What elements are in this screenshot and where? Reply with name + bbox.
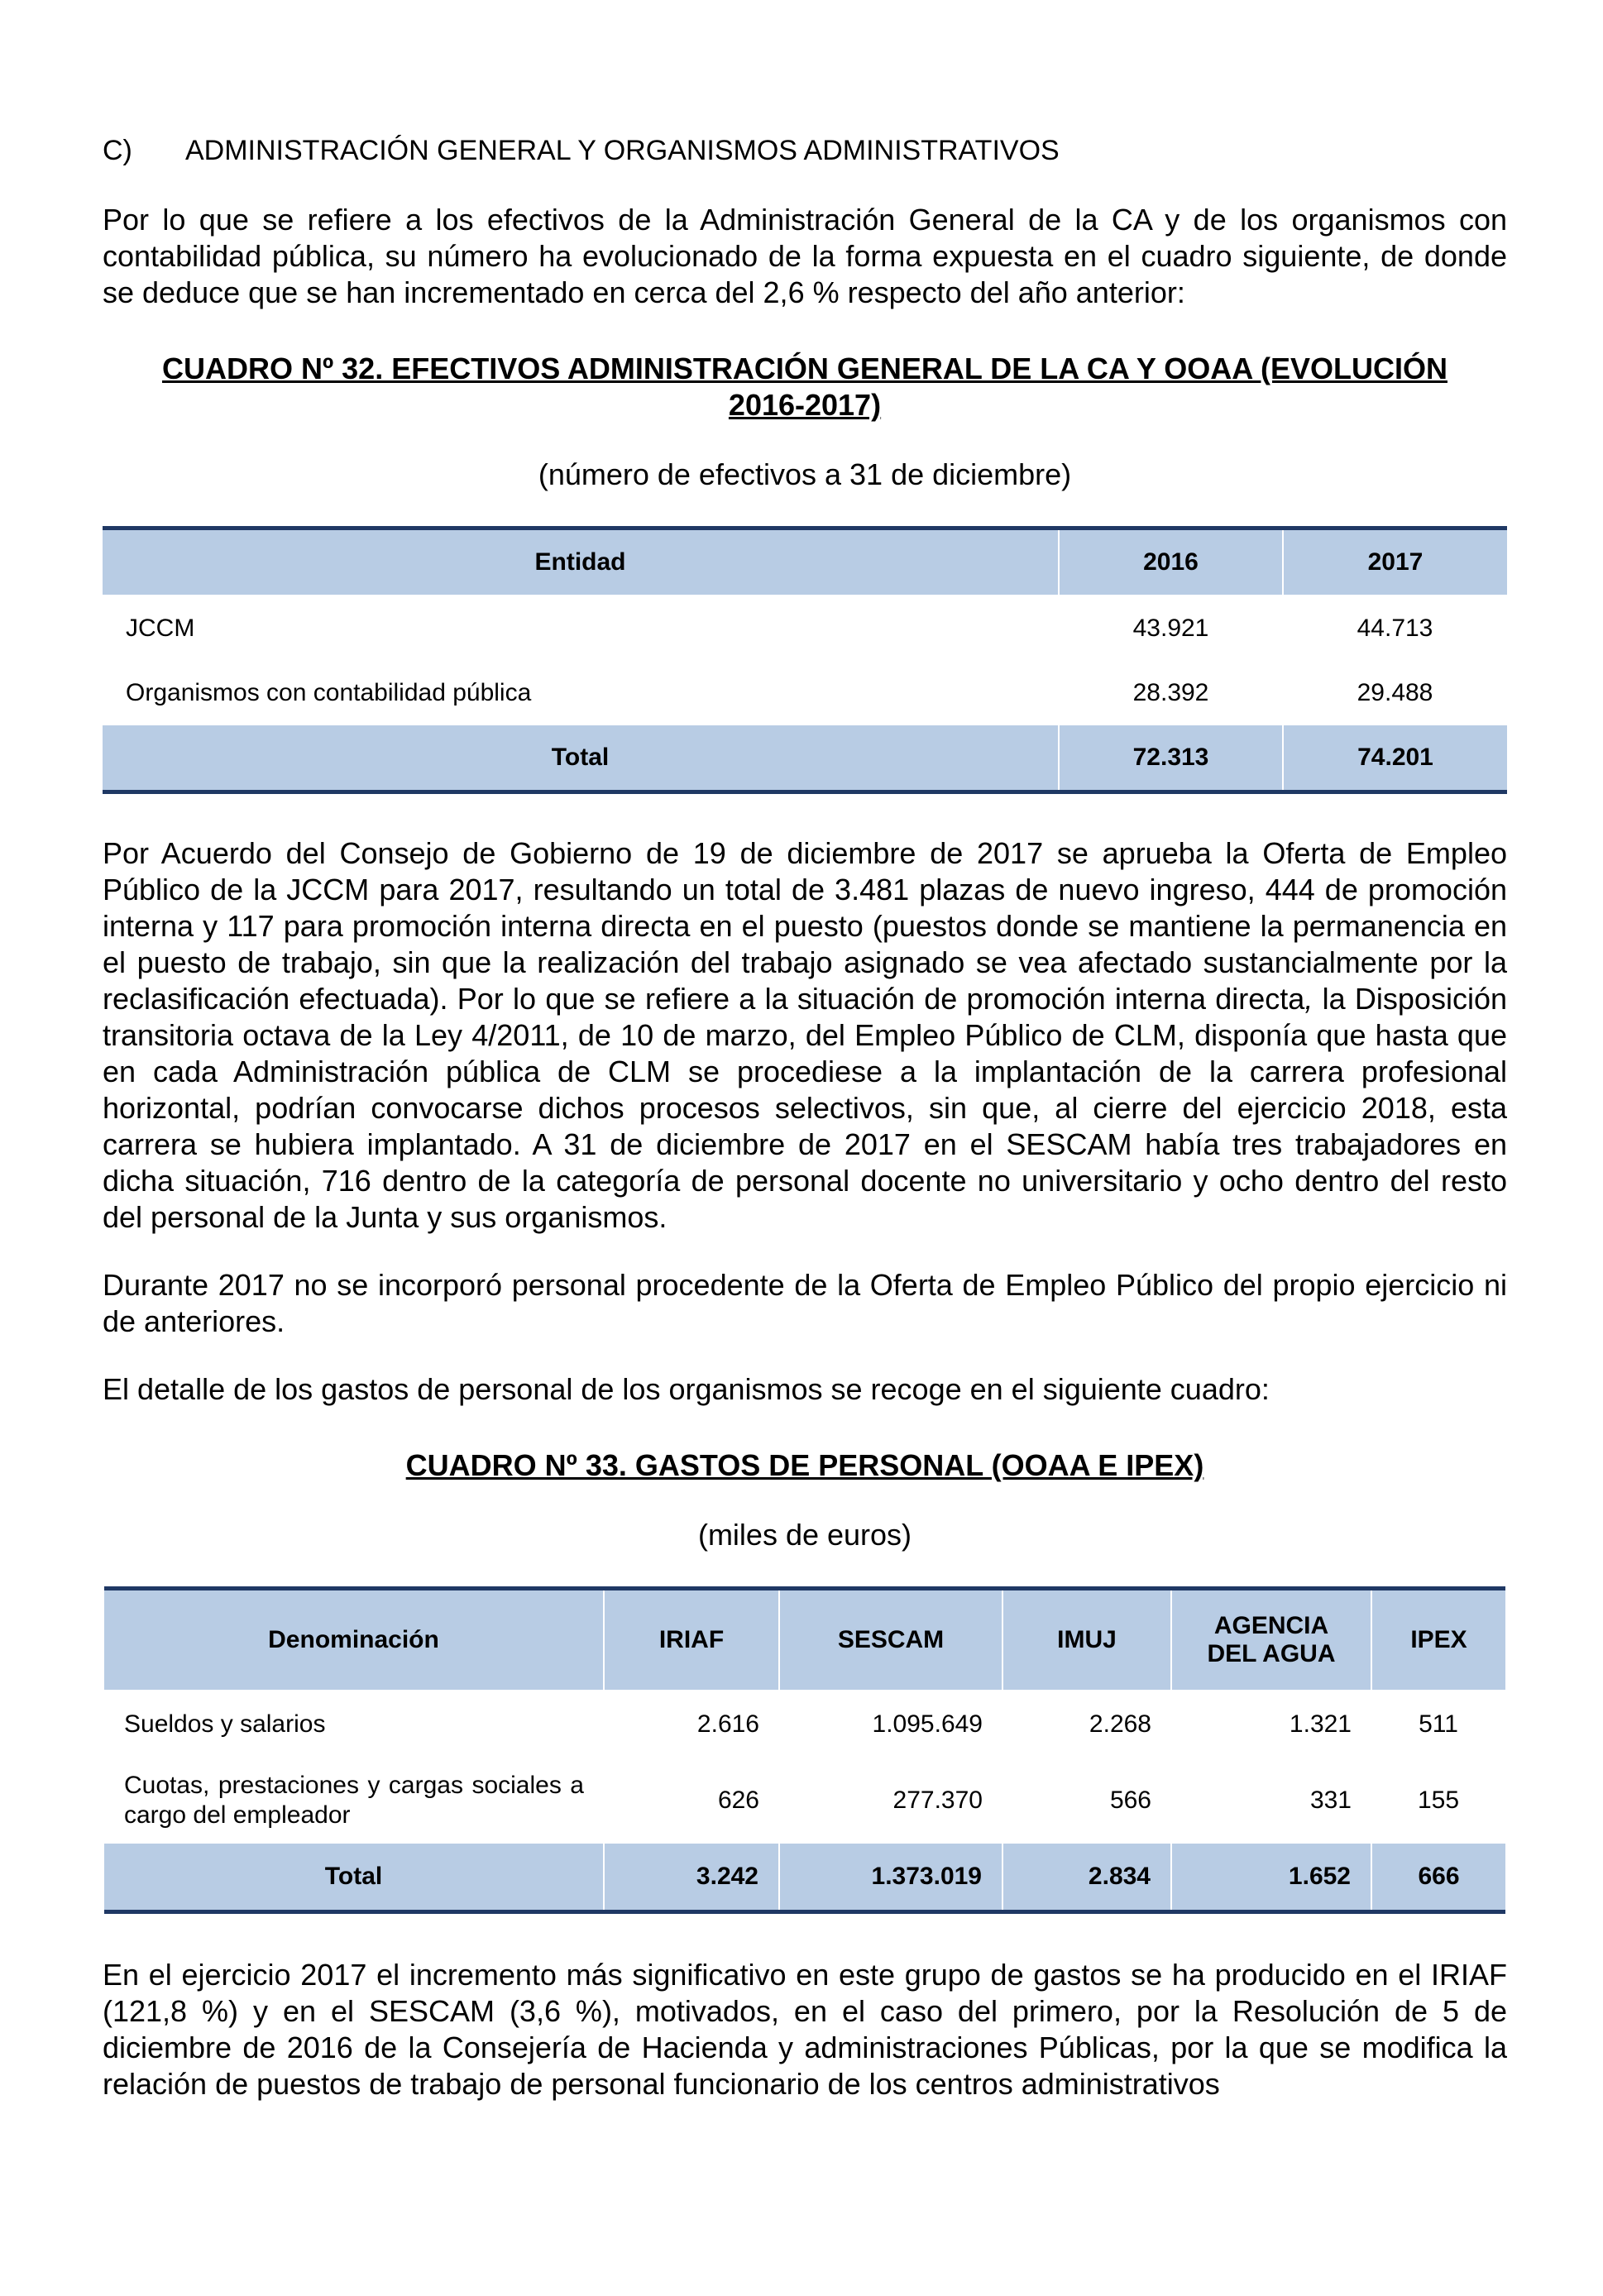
cell-iriaf: 626 [717,1787,759,1814]
header-denominacion: Denominación [104,1589,604,1691]
paragraph-oferta-empleo [103,835,1507,1236]
header-imuj: IMUJ [1002,1589,1171,1691]
paragraph-incorporacion: Durante 2017 no se incorporó personal procedente de la Oferta de Empleo Público del propio ejercicio ni de anteriores. [103,1268,1507,1338]
cell-sescam: 1.095.649 [872,1710,983,1738]
cell-2016: 28.392 [1132,679,1209,706]
cell-agencia: 331 [1309,1787,1352,1814]
header-agencia-line1: AGENCIA [1213,1612,1329,1639]
header-entidad: Entidad [103,529,1059,596]
cell-ipex: 511 [1419,1710,1458,1738]
cell-total-label: Total [103,725,1059,792]
section-heading [103,132,1507,169]
cell-denominacion: Cuotas, prestaciones y cargas sociales a cargo del empleador [124,1772,584,1829]
cuadro-32-title-line1: CUADRO Nº 32. EFECTIVOS ADMINISTRACIÓN GENERAL DE LA CA Y OOAA (EVOLUCIÓN [162,352,1447,385]
cuadro-33-subtitle: (miles de euros) [697,1518,912,1552]
cuadro-32-title-line2: 2016-2017) [728,388,882,422]
cell-agencia: 1.321 [1289,1710,1352,1738]
cuadro-33-table [104,1586,1505,1914]
cell-entidad: JCCM [126,615,195,642]
table-header-row [103,529,1507,596]
cell-total-ipex: 666 [1371,1844,1505,1912]
cell-total-iriaf: 3.242 [604,1844,779,1912]
cell-total-2016: 72.313 [1059,725,1283,792]
section-letter: C) [103,135,132,166]
cell-total-2017: 74.201 [1283,725,1507,792]
cell-total-label: Total [104,1844,604,1912]
cell-total-sescam: 1.373.019 [779,1844,1002,1912]
paragraph-detalle-gastos: El detalle de los gastos de personal de los organismos se recoge en el siguiente cuadro: [103,1372,1270,1406]
cell-denominacion: Sueldos y salarios [124,1710,326,1738]
paragraph-incremento: En el ejercicio 2017 el incremento más significativo en este grupo de gastos se ha producido en el IRIAF (121,8 %) y en el SESCAM (3,6 %), motivados, en el caso del primero, por la Resolución de 5 de diciembre de 2016 de la Consejería de Hacienda y administraciones Públicas, por la que se modifica la relación de puestos de trabajo de personal funcionario de los centros administrativos [103,1958,1507,2101]
header-sescam: SESCAM [779,1589,1002,1691]
italic-comma: , [1304,982,1314,1016]
cuadro-33-title: CUADRO Nº 33. GASTOS DE PERSONAL (OOAA E IPEX) [405,1448,1204,1482]
cell-entidad: Organismos con contabilidad pública [126,679,532,706]
cuadro-32-subtitle: (número de efectivos a 31 de diciembre) [538,457,1072,491]
cell-imuj: 2.268 [1089,1710,1151,1738]
table-total-row [103,725,1507,792]
paragraph-oferta-empleo-part2: la Disposición transitoria octava de la Ley 4/2011, de 10 de marzo, del Empleo Público de CLM, disponía que hasta que en cada Administración pública de CLM se procediese a la implantación de la carrera profesional horizontal, podrían convocarse dichos procesos selectivos, sin que, al cierre del ejercicio 2018, esta carrera se hubiera implantado. A 31 de diciembre de 2017 en el SESCAM había tres trabajadores en dicha situación, 716 dentro de la categoría de personal docente no universitario y ocho dentro del resto del personal de la Junta y sus organismos. [103,982,1507,1234]
table-header-row [104,1589,1505,1691]
header-2016: 2016 [1059,529,1283,596]
header-ipex: IPEX [1371,1589,1505,1691]
cuadro-32-title [103,351,1507,423]
cell-2017: 44.713 [1357,615,1433,642]
cell-total-imuj: 2.834 [1002,1844,1171,1912]
cell-sescam: 277.370 [892,1787,983,1814]
table-row [103,596,1507,661]
cell-total-agencia: 1.652 [1171,1844,1371,1912]
section-title: ADMINISTRACIÓN GENERAL Y ORGANISMOS ADMINISTRATIVOS [185,135,1060,166]
header-iriaf: IRIAF [604,1589,779,1691]
paragraph-intro: Por lo que se refiere a los efectivos de la Administración General de la CA y de los organismos con contabilidad pública, su número ha evolucionado de la forma expuesta en el cuadro siguiente, de donde se deduce que se han incrementado en cerca del 2,6 % respecto del año anterior: [103,203,1507,309]
table-row [103,661,1507,725]
paragraph-oferta-empleo-part1: Por Acuerdo del Consejo de Gobierno de 19 de diciembre de 2017 se aprueba la Oferta de Empleo Público de la JCCM para 2017, resultando un total de 3.481 plazas de nuevo ingreso, 444 de promoción interna y 117 para promoción interna directa en el puesto (puestos donde se mantiene la permanencia en el puesto de trabajo, sin que la realización del trabajo asignado se vea afectado sustancialmente por la reclasificación efectuada). Por lo que se refiere a la situación de promoción interna directa [103,836,1507,1016]
table-row [104,1691,1505,1758]
cell-imuj: 566 [1109,1787,1151,1814]
header-agencia-line2: DEL AGUA [1207,1640,1336,1667]
table-row [104,1758,1505,1844]
cell-ipex: 155 [1417,1787,1460,1814]
cell-2016: 43.921 [1132,615,1209,642]
header-2017: 2017 [1283,529,1507,596]
table-total-row [104,1844,1505,1912]
document-page [103,132,1507,2134]
cuadro-32-table [103,526,1507,794]
cell-2017: 29.488 [1357,679,1433,706]
header-agencia-del-agua [1171,1589,1371,1691]
cell-iriaf: 2.616 [696,1710,759,1738]
